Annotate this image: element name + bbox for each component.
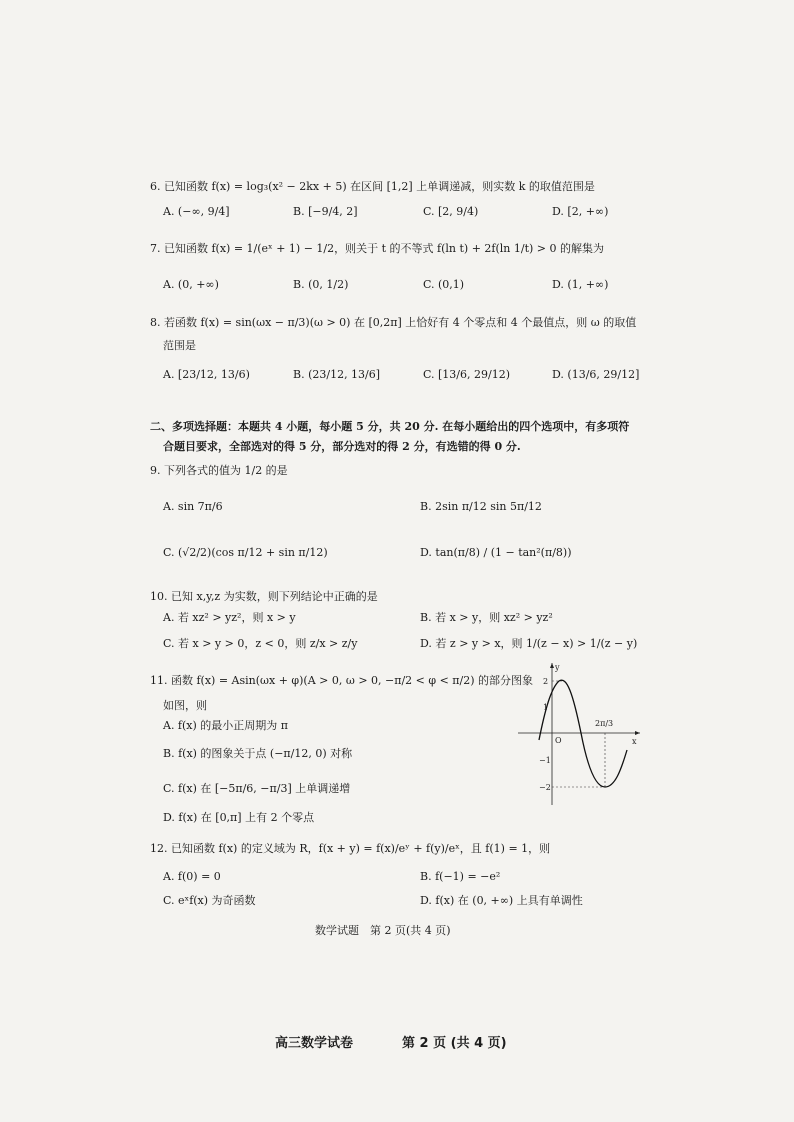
origin-label: O — [555, 736, 562, 745]
q9-option-d: D. tan(π/8) / (1 − tan²(π/8)) — [420, 546, 572, 559]
q8-stem-cont: 范围是 — [163, 339, 196, 352]
q11-option-a: A. f(x) 的最小正周期为 π — [163, 719, 289, 732]
q6-option-c: C. [2, 9/4) — [423, 205, 479, 218]
q7-stem: 7. 已知函数 f(x) = 1/(eˣ + 1) − 1/2，则关于 t 的不等式 f(ln t) + 2f(ln 1/t) > 0 的解集为 — [150, 242, 605, 255]
q7-option-c: C. (0,1) — [423, 278, 465, 291]
q6-option-d: D. [2, +∞) — [552, 205, 609, 218]
q8-option-c: C. [13/6, 29/12) — [423, 368, 510, 381]
q11-option-c: C. f(x) 在 [−5π/6, −π/3] 上单调递增 — [163, 782, 351, 795]
q11-option-b: B. f(x) 的图象关于点 (−π/12, 0) 对称 — [163, 747, 353, 760]
q12-option-b: B. f(−1) = −e² — [420, 870, 501, 883]
q7-option-a: A. (0, +∞) — [163, 278, 219, 291]
q8-option-d: D. (13/6, 29/12] — [552, 368, 640, 381]
tick-minus-1: −1 — [539, 756, 551, 765]
q11-stem-cont: 如图，则 — [163, 699, 207, 712]
q6-stem: 6. 已知函数 f(x) = log₃(x² − 2kx + 5) 在区间 [1,2] 上单调递减，则实数 k 的取值范围是 — [150, 180, 595, 193]
q11-sine-graph — [515, 660, 645, 810]
q8-stem: 8. 若函数 f(x) = sin(ωx − π/3)(ω > 0) 在 [0,2π] 上恰好有 4 个零点和 4 个最值点，则 ω 的取值 — [150, 316, 637, 329]
section2-heading-cont: 合题目要求，全部选对的得 5 分，部分选对的得 2 分，有选错的得 0 分. — [163, 440, 521, 453]
q10-option-b: B. 若 x > y，则 xz² > yz² — [420, 611, 553, 624]
x-axis-arrow-icon — [635, 731, 640, 735]
q12-stem: 12. 已知函数 f(x) 的定义域为 R，f(x + y) = f(x)/eʸ + f(y)/eˣ，且 f(1) = 1，则 — [150, 842, 551, 855]
q10-option-c: C. 若 x > y > 0，z < 0，则 z/x > z/y — [163, 637, 358, 650]
q6-option-a: A. (−∞, 9/4] — [163, 205, 230, 218]
section2-heading: 二、多项选择题：本题共 4 小题，每小题 5 分，共 20 分. 在每小题给出的四个选项中，有多项符 — [150, 420, 630, 433]
tick-2: 2 — [543, 677, 549, 686]
q11-option-d: D. f(x) 在 [0,π] 上有 2 个零点 — [163, 811, 315, 824]
q7-option-d: D. (1, +∞) — [552, 278, 609, 291]
page-footer-info: 数学试题 第 2 页(共 4 页) — [315, 924, 451, 937]
q9-stem: 9. 下列各式的值为 1/2 的是 — [150, 464, 288, 477]
q6-option-b: B. [−9/4, 2] — [293, 205, 358, 218]
q11-stem: 11. 函数 f(x) = Asin(ωx + φ)(A > 0, ω > 0, −π/2 < φ < π/2) 的部分图象 — [150, 674, 534, 687]
q10-option-a: A. 若 xz² > yz²，则 x > y — [163, 611, 296, 624]
q9-option-a: A. sin 7π/6 — [163, 500, 223, 513]
x-mark-label: 2π/3 — [595, 719, 614, 728]
q8-option-a: A. [23/12, 13/6) — [163, 368, 250, 381]
page-number: 第 2 页 (共 4 页) — [402, 1036, 507, 1051]
q10-option-d: D. 若 z > y > x，则 1/(z − x) > 1/(z − y) — [420, 637, 638, 650]
x-axis-label: x — [632, 737, 637, 746]
exam-title: 高三数学试卷 — [275, 1036, 354, 1051]
q10-stem: 10. 已知 x,y,z 为实数，则下列结论中正确的是 — [150, 590, 378, 603]
q7-option-b: B. (0, 1/2) — [293, 278, 349, 291]
q12-option-c: C. eˣf(x) 为奇函数 — [163, 894, 256, 907]
q9-option-b: B. 2sin π/12 sin 5π/12 — [420, 500, 542, 513]
tick-minus-2: −2 — [539, 783, 551, 792]
q12-option-a: A. f(0) = 0 — [163, 870, 221, 883]
y-axis-label: y — [555, 663, 560, 672]
q12-option-d: D. f(x) 在 (0, +∞) 上具有单调性 — [420, 894, 583, 907]
q8-option-b: B. (23/12, 13/6] — [293, 368, 381, 381]
tick-1: 1 — [543, 703, 549, 712]
q9-option-c: C. (√2/2)(cos π/12 + sin π/12) — [163, 546, 328, 559]
y-axis-arrow-icon — [550, 663, 554, 668]
